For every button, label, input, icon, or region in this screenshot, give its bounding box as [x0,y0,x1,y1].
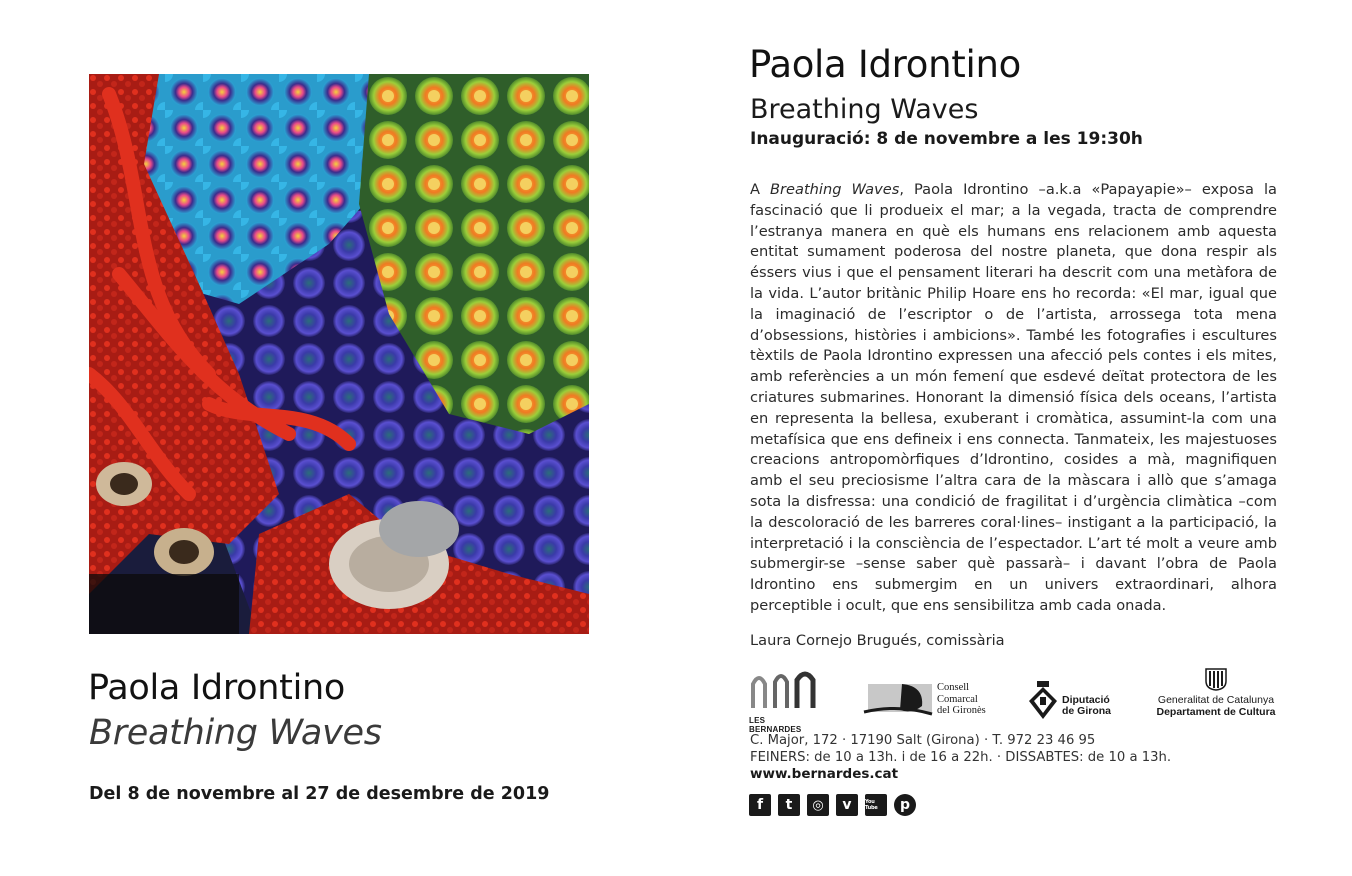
contact-address: C. Major, 172 · 17190 Salt (Girona) · T. 972 23 46 95 [750,733,1096,748]
diputacio-girona-logo [1028,681,1118,721]
instagram-icon[interactable]: ◎ [807,794,829,816]
body-italic-title: Breathing Waves [770,181,900,198]
facebook-icon[interactable]: f [749,794,771,816]
opening-info: Inauguració: 8 de novembre a les 19:30h [750,129,1143,149]
generalitat-logo [1150,667,1282,719]
left-artist-name: Paola Idrontino [88,668,345,708]
generalitat-line-1: Generalitat de Catalunya [1157,694,1275,706]
left-exhibition-title: Breathing Waves [89,713,382,753]
consell-line-3: del Gironès [937,705,986,716]
artwork-photo [89,74,589,634]
social-icons [749,794,916,816]
pinterest-icon[interactable]: p [894,794,916,816]
consell-line-2: Comarcal [937,693,978,705]
consell-line-1: Consell [937,682,970,693]
curatorial-text [750,180,1277,617]
body-rest: , Paola Idrontino –a.k.a «Papayapie»– exposa la fascinació que li produeix el mar; a la vegada, tracta de comprendre l’estranya manera en què els humans ens relacionem amb aquesta entitat sumament poderosa del nostre planeta, que dona respir als éssers vius i que el pensament literari ha descrit com una metàfora de la vida. L’autor britànic Philip Hoare ens ho recorda: «El mar, igual que la imaginació de l’escriptor o de l’artista, arrossega tota mena d’obsessions, històries i ambicions». També les fotografies i escultures tèxtils de Paola Idrontino expressen una afecció pels contes i els mites, amb referències a un món femení que esdevé deïtat protectora de les criatures submarines. Honorant la dimensió física dels oceans, l’artista en representa la bellesa, exuberant i cromàtica, assumint-la com una metafísica que ens defineix i ens connecta. Tanmateix, les majestuoses creacions antropomòrfiques d’Idrontino, cosides a mà, magnifiquen amb el seu preciosisme l’altra cara de la màscara i allò que s’amaga sota la disfressa: una condició de fragilitat i d’urgència climàtica –com la descoloració de les barreres coral·lines– instigant a la participació, la interpretació i la consciència de l’espectador. L’art té molt a veure amb submergir-se –sense saber què passarà– i davant l’obra de Paola Idrontino ens submergim en un univers extraordinari, alhora perceptible i ocult, que ens sensibilitza amb cada onada. [750,181,1277,614]
exhibition-dates: Del 8 de novembre al 27 de desembre de 2019 [89,784,550,804]
generalitat-emblem-icon [1205,667,1227,691]
website-link[interactable]: www.bernardes.cat [750,766,899,782]
diputacio-shield-icon [1028,681,1058,721]
consell-comarcal-logo [862,682,992,722]
les-bernardes-logo [749,670,819,734]
opening-hours: FEINERS: de 10 a 13h. i de 16 a 22h. · DISSABTES: de 10 a 13h. [750,750,1172,765]
diputacio-line-2: de Girona [1062,705,1112,717]
les-bernardes-label: LES BERNARDES [749,716,802,734]
generalitat-line-2: Departament de Cultura [1156,706,1276,718]
right-artist-name: Paola Idrontino [749,43,1021,86]
curator-signature: Laura Cornejo Brugués, comissària [750,632,1005,649]
body-intro: A [750,181,771,198]
diputacio-line-1: Diputació [1062,694,1110,706]
les-bernardes-arches-icon [749,670,819,710]
vimeo-icon[interactable]: v [836,794,858,816]
right-exhibition-title: Breathing Waves [750,94,979,125]
twitter-icon[interactable]: t [778,794,800,816]
consell-comarcal-emblem-icon [862,682,934,722]
youtube-icon[interactable]: You Tube [865,794,887,816]
